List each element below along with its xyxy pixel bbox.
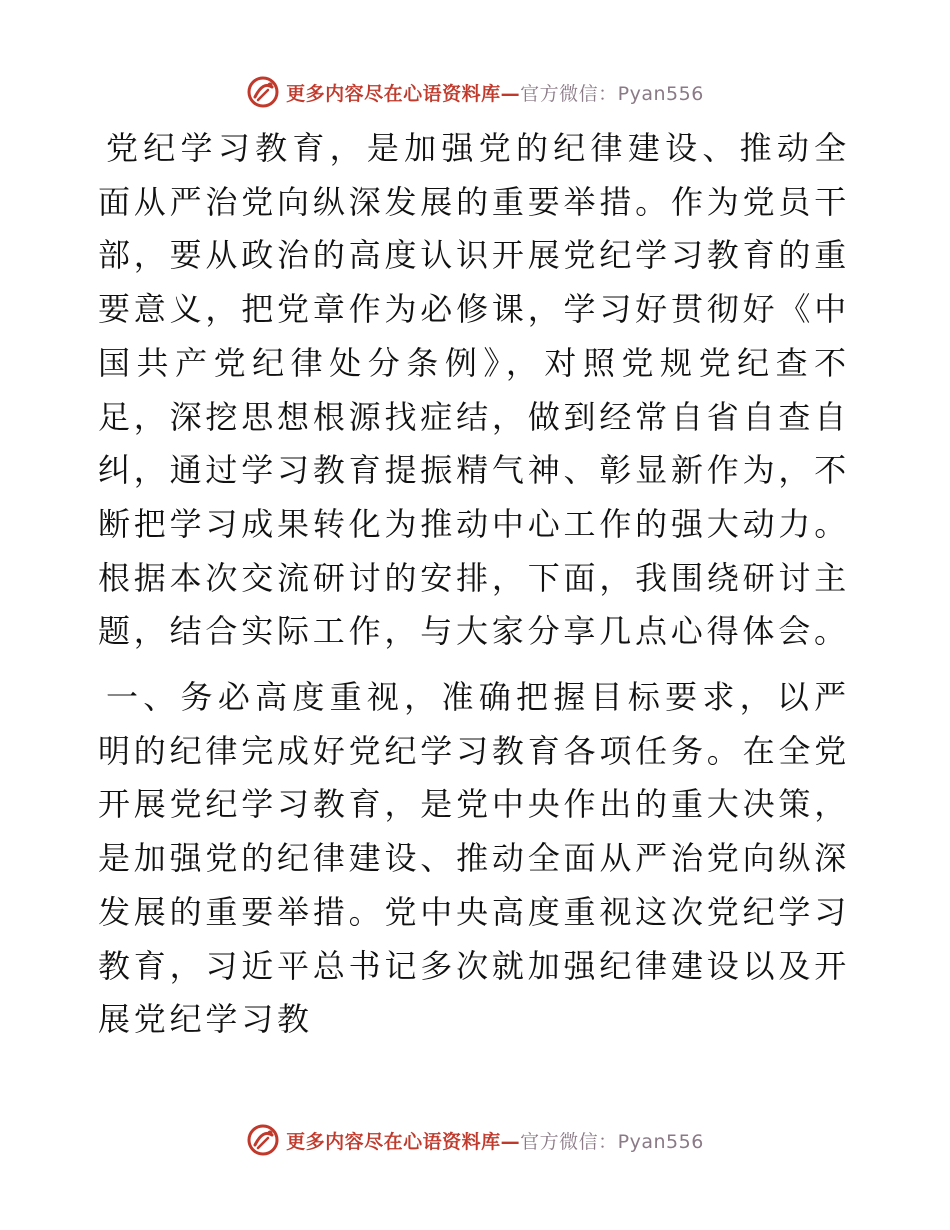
footer-banner-text	[286, 1127, 704, 1154]
header-banner-text	[286, 79, 704, 106]
header-wechat-label: 官方微信：Pyan556	[520, 82, 704, 105]
footer-wechat-label: 官方微信：Pyan556	[520, 1130, 704, 1153]
document-body	[98, 122, 850, 1047]
paragraph-section-one: 一、务必高度重视，准确把握目标要求，以严明的纪律完成好党纪学习教育各项任务。在全党开展党纪学习教育，是党中央作出的重大决策，是加强党的纪律建设、推动全面从严治党向纵深发展的重要举措。党中央高度重视这次党纪学习教育，习近平总书记多次就加强纪律建设以及开展党纪学习教	[98, 678, 850, 1039]
brand-logo-icon	[246, 75, 280, 109]
footer-banner-main: 更多内容尽在心语资料库—	[286, 1130, 521, 1153]
brand-logo-icon	[246, 1123, 280, 1157]
footer-banner	[0, 1120, 950, 1160]
header-banner-main: 更多内容尽在心语资料库—	[286, 82, 521, 105]
paragraph-intro: 党纪学习教育，是加强党的纪律建设、推动全面从严治党向纵深发展的重要举措。作为党员干部，要从政治的高度认识开展党纪学习教育的重要意义，把党章作为必修课，学习好贯彻好《中国共产党纪律处分条例》，对照党规党纪查不足，深挖思想根源找症结，做到经常自省自查自纠，通过学习教育提振精气神、彰显新作为，不断把学习成果转化为推动中心工作的强大动力。根据本次交流研讨的安排，下面，我围绕研讨主题，结合实际工作，与大家分享几点心得体会。	[98, 129, 850, 651]
header-banner	[0, 72, 950, 112]
